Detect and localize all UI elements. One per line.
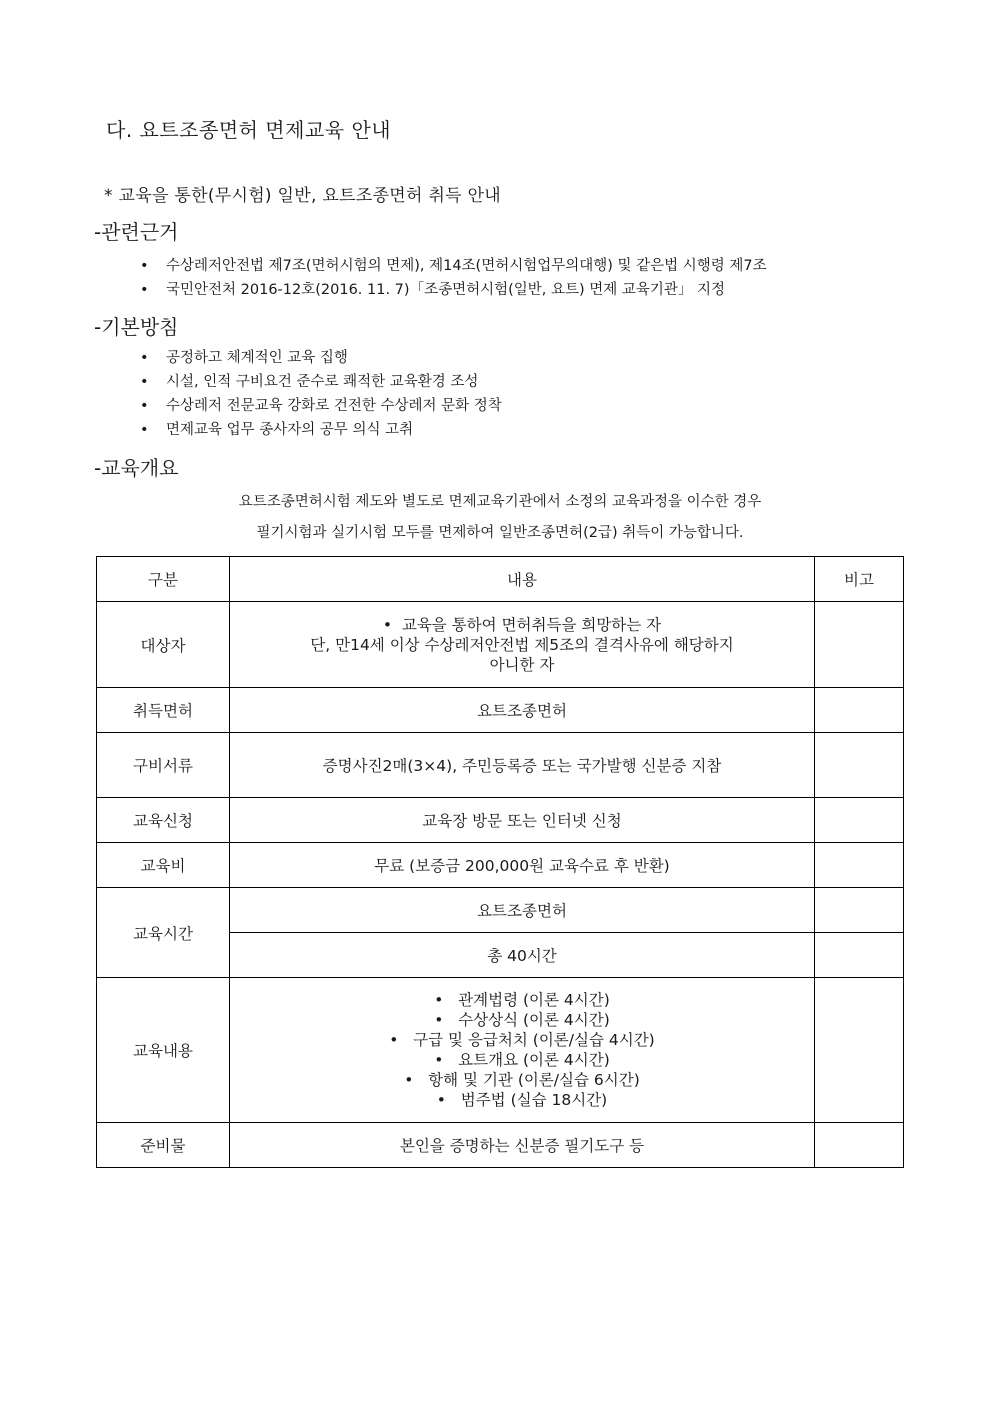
basis-list bbox=[140, 254, 767, 302]
target-line-2: 단, 만14세 이상 수상레저안전법 제5조의 결격사유에 해당하지 bbox=[310, 635, 734, 654]
list-item: • 수상레저 전문교육 강화로 건전한 수상레저 문화 정착 bbox=[140, 394, 502, 418]
list-item: • 항해 및 기관 (이론/실습 6시간) bbox=[404, 1071, 640, 1089]
remarks-cell bbox=[815, 933, 904, 978]
target-content bbox=[230, 602, 815, 688]
row-value: 요트조종면허 bbox=[230, 688, 815, 733]
section-title: 다. 요트조종면허 면제교육 안내 bbox=[106, 118, 392, 142]
list-item: • 시설, 인적 구비요건 준수로 쾌적한 교육환경 조성 bbox=[140, 370, 502, 394]
list-item: • 관계법령 (이론 4시간) bbox=[434, 991, 610, 1009]
header-content: 내용 bbox=[230, 557, 815, 602]
policy-list bbox=[140, 346, 502, 442]
target-line-1: • 교육을 통하여 면허취득을 희망하는 자 bbox=[382, 615, 662, 634]
bullet-icon: • bbox=[140, 422, 149, 438]
list-item: • 공정하고 체계적인 교육 집행 bbox=[140, 346, 502, 370]
row-label: 교육신청 bbox=[97, 798, 230, 843]
bullet-icon: • bbox=[140, 282, 149, 298]
education-note: * 교육을 통한(무시험) 일반, 요트조종면허 취득 안내 bbox=[104, 186, 502, 206]
table-row bbox=[97, 843, 904, 888]
row-label: 교육내용 bbox=[97, 978, 230, 1123]
header-remarks: 비고 bbox=[815, 557, 904, 602]
row-label: 교육비 bbox=[97, 843, 230, 888]
row-value: 증명사진2매(3×4), 주민등록증 또는 국가발행 신분증 지참 bbox=[230, 733, 815, 798]
row-value: 요트조종면허 bbox=[230, 888, 815, 933]
bullet-icon: • bbox=[389, 1031, 414, 1049]
row-label: 준비물 bbox=[97, 1123, 230, 1168]
row-value: 본인을 증명하는 신분증 필기도구 등 bbox=[230, 1123, 815, 1168]
list-item: • 구급 및 응급처치 (이론/실습 4시간) bbox=[389, 1031, 655, 1049]
row-value: 교육장 방문 또는 인터넷 신청 bbox=[230, 798, 815, 843]
row-value: 무료 (보증금 200,000원 교육수료 후 반환) bbox=[230, 843, 815, 888]
bullet-icon: • bbox=[140, 374, 149, 390]
remarks-cell bbox=[815, 733, 904, 798]
overview-heading: -교육개요 bbox=[94, 456, 179, 480]
target-line-3: 아니한 자 bbox=[489, 655, 555, 674]
overview-line-2: 필기시험과 실기시험 모두를 면제하여 일반조종면허(2급) 취득이 가능합니다. bbox=[256, 525, 744, 541]
education-table bbox=[96, 556, 904, 1168]
bullet-icon: • bbox=[434, 1051, 459, 1069]
list-item: • 면제교육 업무 종사자의 공무 의식 고취 bbox=[140, 418, 502, 442]
list-item: • 범주법 (실습 18시간) bbox=[436, 1091, 608, 1109]
overview-line-1: 요트조종면허시험 제도와 별도로 면제교육기관에서 소정의 교육과정을 이수한 경우 bbox=[238, 494, 762, 510]
list-item: • 수상레저안전법 제7조(면허시험의 면제), 제14조(면허시험업무의대행) 및 같은법 시행령 제7조 bbox=[140, 254, 767, 278]
remarks-cell bbox=[815, 798, 904, 843]
remarks-cell bbox=[815, 688, 904, 733]
bullet-icon: • bbox=[140, 350, 149, 366]
table-row bbox=[97, 602, 904, 688]
list-item: • 수상상식 (이론 4시간) bbox=[434, 1011, 610, 1029]
row-label: 교육시간 bbox=[97, 888, 230, 978]
table-row bbox=[97, 733, 904, 798]
table-row bbox=[97, 1123, 904, 1168]
row-label: 구비서류 bbox=[97, 733, 230, 798]
remarks-cell bbox=[815, 888, 904, 933]
remarks-cell bbox=[815, 843, 904, 888]
header-category: 구분 bbox=[97, 557, 230, 602]
policy-heading: -기본방침 bbox=[94, 315, 179, 339]
list-item: • 요트개요 (이론 4시간) bbox=[434, 1051, 610, 1069]
bullet-icon: • bbox=[436, 1091, 461, 1109]
table-row bbox=[97, 798, 904, 843]
table-row bbox=[97, 688, 904, 733]
table-header-row bbox=[97, 557, 904, 602]
basis-heading: -관련근거 bbox=[94, 220, 179, 244]
row-label: 취득면허 bbox=[97, 688, 230, 733]
bullet-icon: • bbox=[434, 991, 459, 1009]
remarks-cell bbox=[815, 602, 904, 688]
table-row bbox=[97, 978, 904, 1123]
content-list bbox=[230, 978, 815, 1123]
bullet-icon: • bbox=[382, 615, 402, 634]
row-label: 대상자 bbox=[97, 602, 230, 688]
bullet-icon: • bbox=[404, 1071, 429, 1089]
bullet-icon: • bbox=[434, 1011, 459, 1029]
remarks-cell bbox=[815, 978, 904, 1123]
list-item: • 국민안전처 2016-12호(2016. 11. 7)「조종면허시험(일반, 요트) 면제 교육기관」 지정 bbox=[140, 278, 767, 302]
bullet-icon: • bbox=[140, 258, 149, 274]
remarks-cell bbox=[815, 1123, 904, 1168]
table-row bbox=[97, 888, 904, 933]
bullet-icon: • bbox=[140, 398, 149, 414]
row-value: 총 40시간 bbox=[230, 933, 815, 978]
